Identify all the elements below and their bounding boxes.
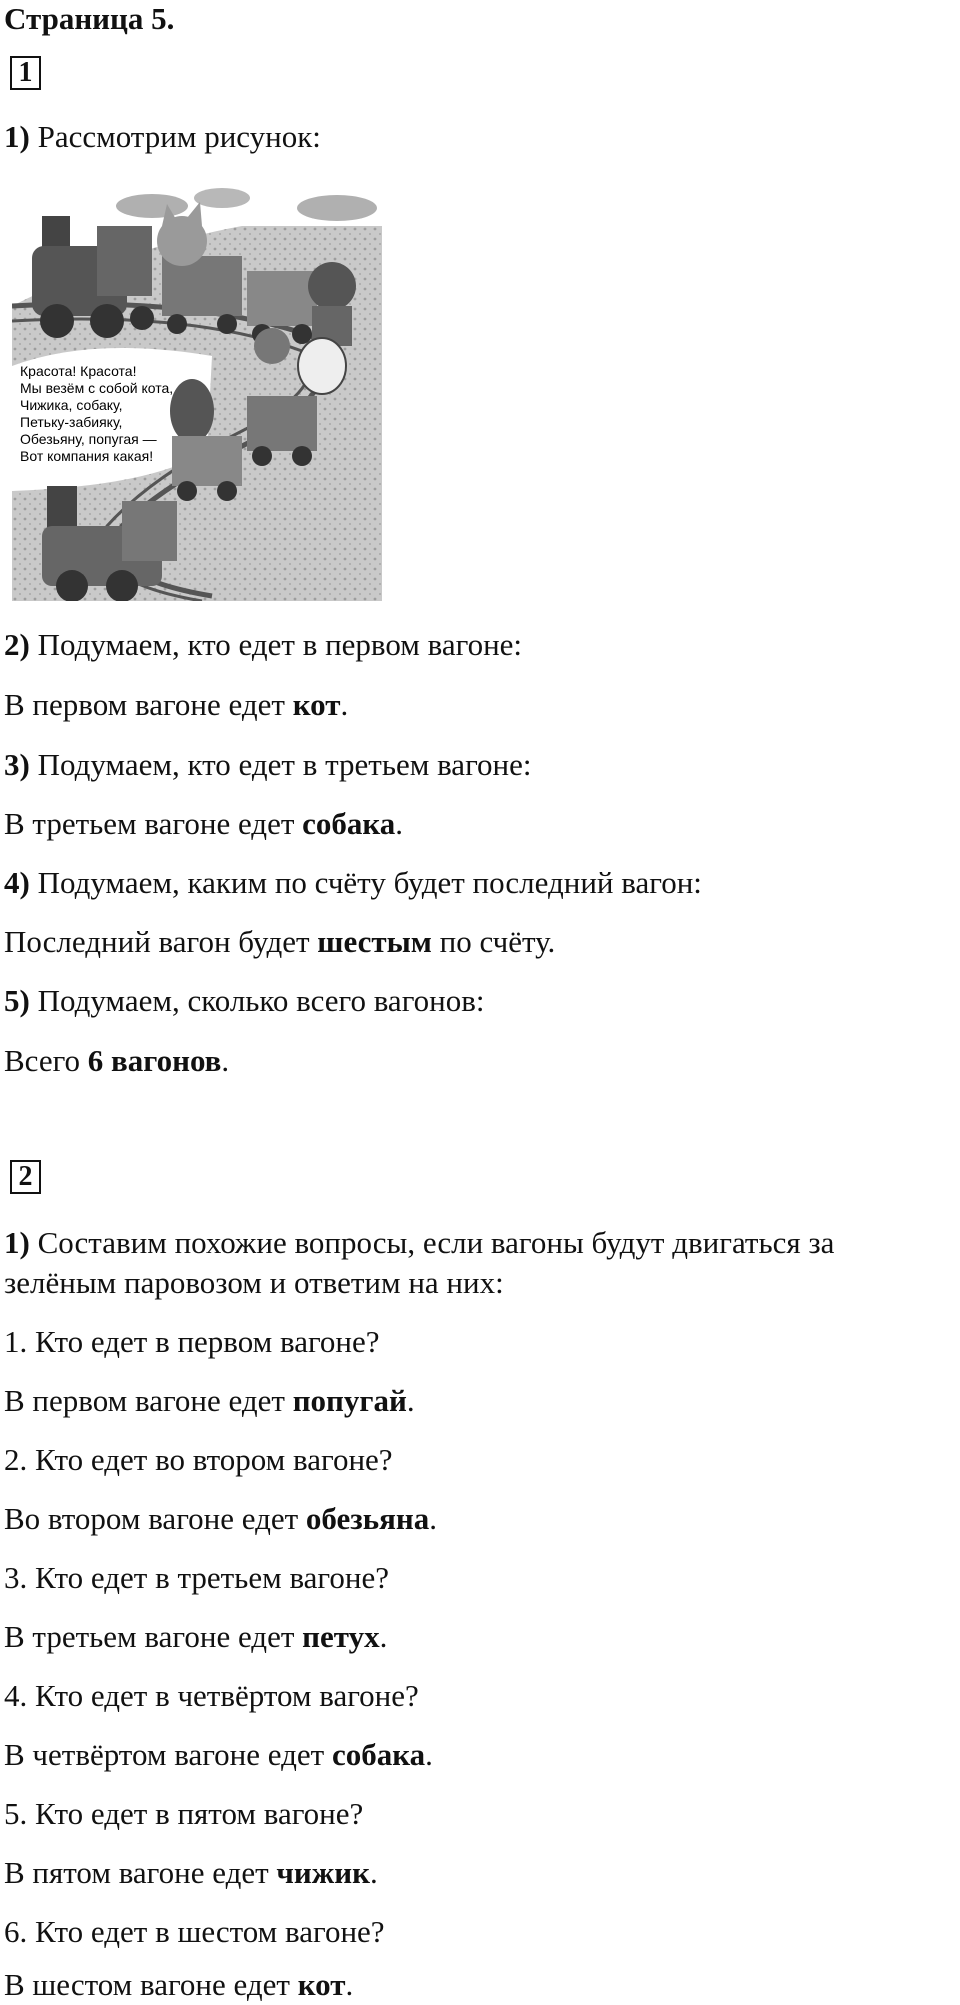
task-number-box-2: 2	[10, 1160, 41, 1194]
train-illustration	[12, 186, 382, 601]
poem-line: Мы везём с собой кота,	[20, 380, 174, 396]
question: 4. Кто едет в четвёртом вагоне?	[4, 1678, 419, 1713]
task1-step3: 3) Подумаем, кто едет в третьем вагоне:	[4, 747, 532, 782]
answer: В третьем вагоне едет петух.	[4, 1619, 388, 1654]
question: 5. Кто едет в пятом вагоне?	[4, 1796, 364, 1831]
task1-answer4: Последний вагон будет шестым по счёту.	[4, 924, 556, 959]
question: 6. Кто едет в шестом вагоне?	[4, 1914, 385, 1949]
task1-step4: 4) Подумаем, каким по счёту будет последний вагон:	[4, 865, 702, 900]
page-title: Страница 5.	[4, 1, 175, 36]
task2-step1-line1: 1) Составим похожие вопросы, если вагоны будут двигаться за	[4, 1225, 835, 1260]
task1-answer3: В третьем вагоне едет собака.	[4, 806, 404, 841]
answer: Во втором вагоне едет обезьяна.	[4, 1501, 438, 1536]
answer: В четвёртом вагоне едет собака.	[4, 1737, 433, 1772]
answer: В шестом вагоне едет кот.	[4, 1967, 354, 2002]
answer: В пятом вагоне едет чижик.	[4, 1855, 378, 1890]
answer: В первом вагоне едет попугай.	[4, 1383, 415, 1418]
poem-line: Чижика, собаку,	[20, 397, 123, 413]
task1-step5: 5) Подумаем, сколько всего вагонов:	[4, 983, 485, 1018]
poem-line: Вот компания какая!	[20, 448, 154, 464]
poem-line: Обезьяну, попугая —	[20, 431, 157, 447]
question: 1. Кто едет в первом вагоне?	[4, 1324, 380, 1359]
task2-step1-line2: зелёным паровозом и ответим на них:	[4, 1265, 504, 1300]
task-number-box-1: 1	[10, 56, 41, 90]
question: 2. Кто едет во втором вагоне?	[4, 1442, 393, 1477]
poem-line: Красота! Красота!	[20, 363, 137, 379]
task1-answer5: Всего 6 вагонов.	[4, 1043, 230, 1078]
question: 3. Кто едет в третьем вагоне?	[4, 1560, 389, 1595]
task1-answer2: В первом вагоне едет кот.	[4, 687, 349, 722]
task1-step2: 2) Подумаем, кто едет в первом вагоне:	[4, 627, 523, 662]
task1-step1: 1) Рассмотрим рисунок:	[4, 119, 321, 154]
poem-line: Петьку-забияку,	[20, 414, 123, 430]
